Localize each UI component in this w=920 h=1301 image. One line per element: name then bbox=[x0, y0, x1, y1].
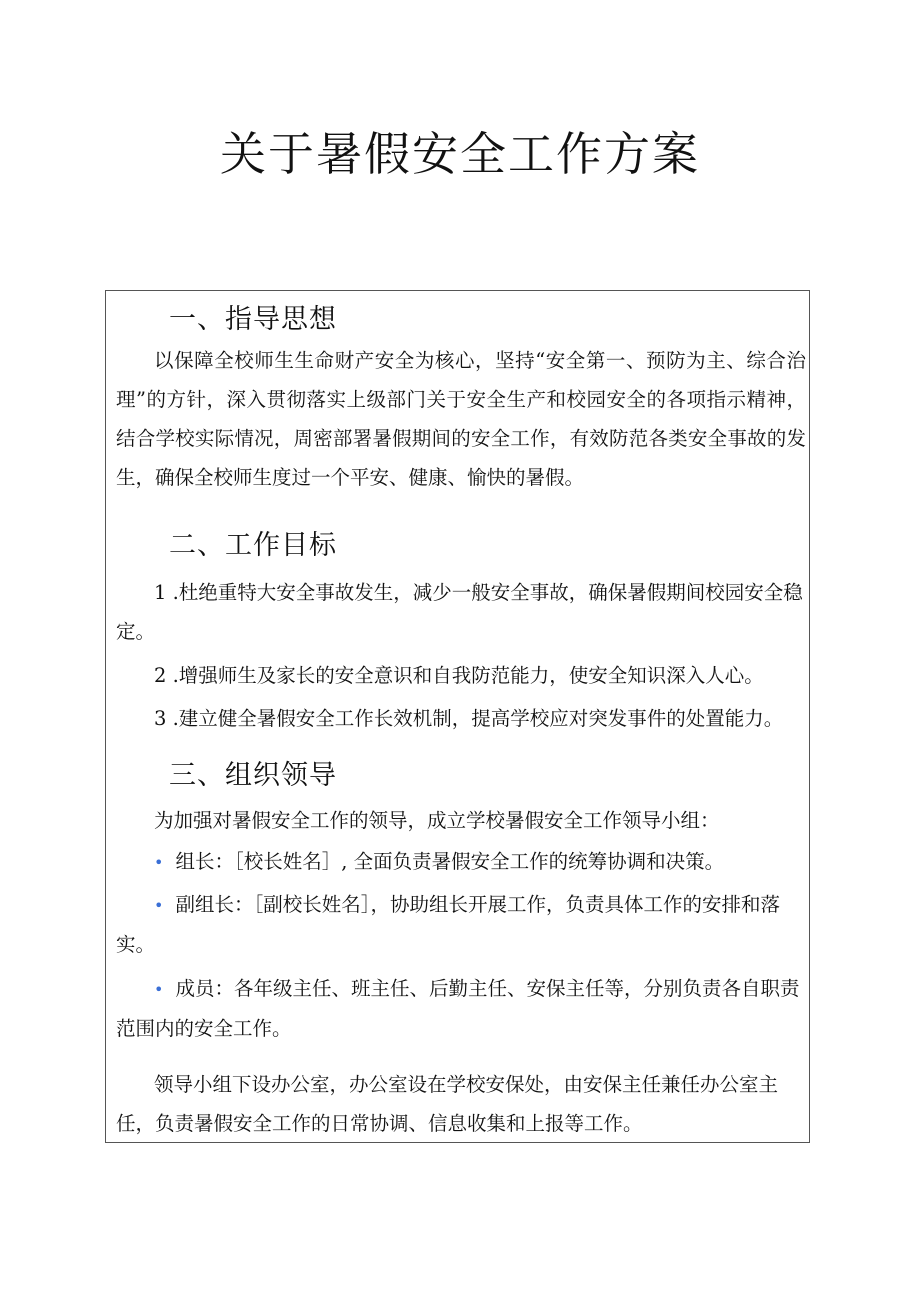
member-text: 副组长：［副校长姓名］，协助组长开展工作，负责具体工作的安排和落实。 bbox=[116, 893, 780, 956]
member-item bbox=[116, 842, 806, 882]
document-title: 关于暑假安全工作方案 bbox=[220, 127, 700, 181]
section-heading-guiding-ideology: 一、指导思想 bbox=[169, 304, 337, 335]
section-heading-organization: 三、组织领导 bbox=[169, 760, 337, 791]
member-item bbox=[116, 885, 806, 964]
member-text: 成员：各年级主任、班主任、后勤主任、安保主任等，分别负责各自职责范围内的安全工作。 bbox=[116, 977, 800, 1040]
member-item bbox=[116, 969, 806, 1048]
goal-item: 3 .建立健全暑假安全工作长效机制，提高学校应对突发事件的处置能力。 bbox=[154, 707, 784, 730]
bullet-icon: • bbox=[154, 853, 164, 872]
goal-item: 2 .增强师生及家长的安全意识和自我防范能力，使安全知识深入人心。 bbox=[154, 664, 764, 687]
content-box bbox=[105, 290, 810, 1143]
member-text: 组长：［校长姓名］, 全面负责暑假安全工作的统筹协调和决策。 bbox=[175, 850, 725, 873]
section-heading-work-goals: 二、工作目标 bbox=[169, 530, 337, 561]
goal-item: 1 .杜绝重特大安全事故发生，减少一般安全事故，确保暑假期间校园安全稳定。 bbox=[116, 581, 803, 643]
bullet-icon: • bbox=[154, 896, 164, 915]
bullet-icon: • bbox=[154, 980, 164, 999]
organization-intro: 为加强对暑假安全工作的领导，成立学校暑假安全工作领导小组： bbox=[154, 809, 720, 832]
organization-closing: 领导小组下设办公室，办公室设在学校安保处，由安保主任兼任办公室主任，负责暑假安全工作的日常协调、信息收集和上报等工作。 bbox=[116, 1073, 779, 1135]
guiding-ideology-paragraph: 以保障全校师生生命财产安全为核心，坚持“安全第一、预防为主、综合治理”的方针，深入贯彻落实上级部门关于安全生产和校园安全的各项指示精神，结合学校实际情况，周密部署暑假期间的安全工作，有效防范各类安全事故的发生，确保全校师生度过一个平安、健康、愉快的暑假。 bbox=[116, 349, 806, 489]
